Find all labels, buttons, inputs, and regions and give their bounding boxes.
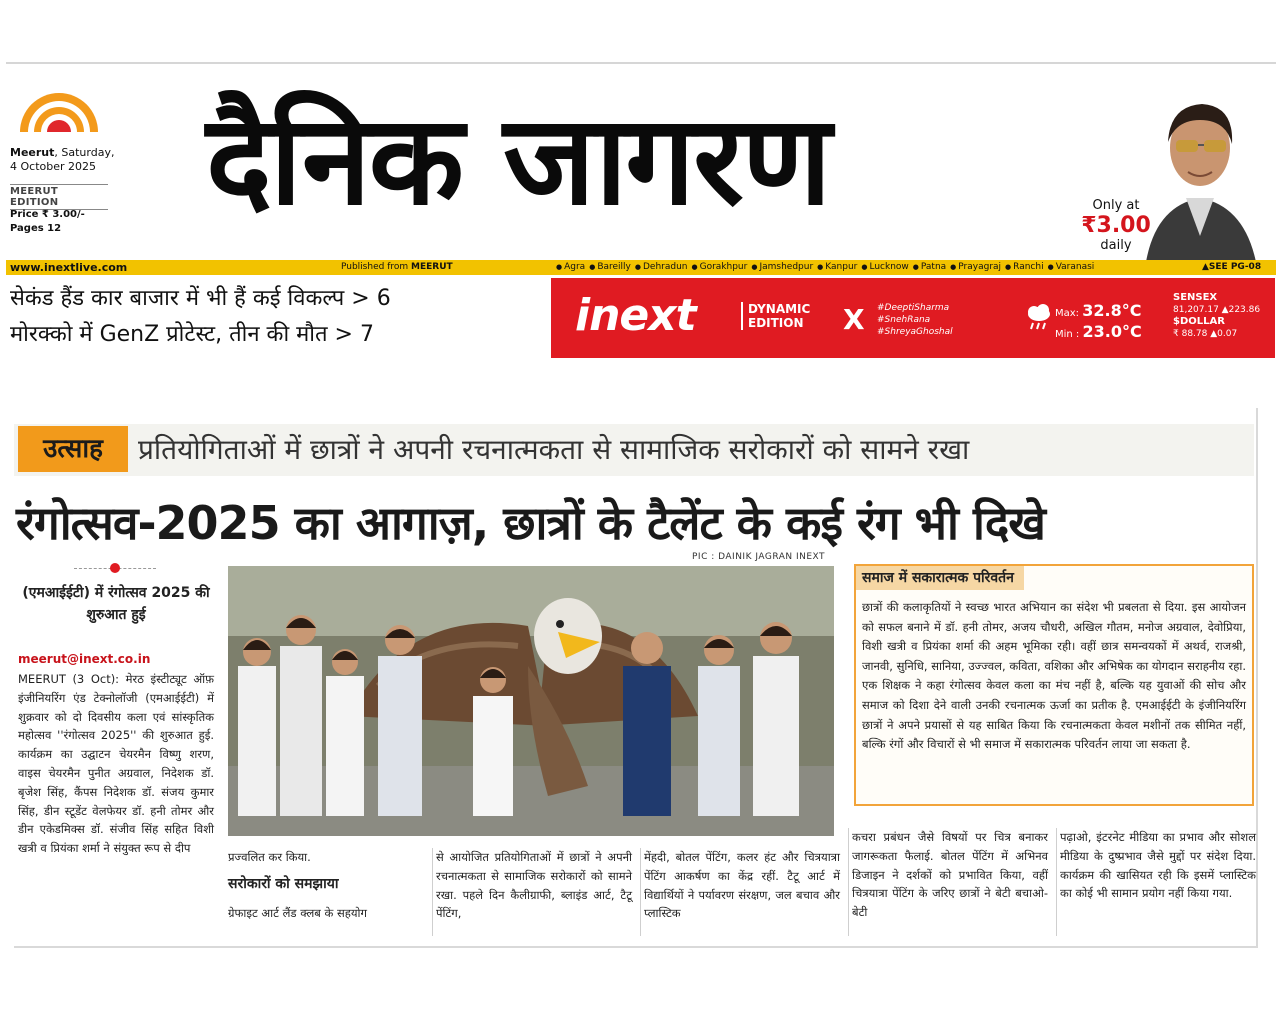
body-column: मेंहदी, बोतल पेंटिंग, कलर हंट और चित्रयात्रा पेंटिंग आकर्षण का केंद्र रहीं. टैटू आर्ट में विद्यार्थियों ने पर्यावरण संरक्षण, जल बचाव और प्लास्टिक xyxy=(644,850,840,921)
teaser-line[interactable]: सेकंड हैंड कार बाजार में भी हैं कई विकल्प > 6 xyxy=(10,286,391,311)
kicker-tag: उत्साह xyxy=(18,426,128,472)
newspaper-title: दैनिक जागरण xyxy=(206,89,830,233)
body-column: ग्रेफाइट आर्ट लैंड क्लब के सहयोग xyxy=(228,906,368,920)
masthead xyxy=(6,62,1276,364)
body-column: से आयोजित प्रतियोगिताओं में छात्रों ने अपनी रचनात्मकता से सामाजिक सरोकारों को सामने रखा. पहले दिन कैलीग्राफी, ब्लाइंड आर्ट, टैटू पेंटिंग, xyxy=(436,850,632,921)
price-info: Price ₹ 3.00/- Pages 12 xyxy=(10,209,85,234)
column-rule xyxy=(848,828,849,936)
inext-logo: inext xyxy=(575,290,696,341)
event-photo xyxy=(228,566,834,836)
x-social-icon: X xyxy=(843,303,865,336)
column-rule xyxy=(432,848,433,936)
edition-date: Meerut, Saturday, 4 October 2025 xyxy=(10,146,115,173)
rain-cloud-icon xyxy=(1024,302,1054,332)
body-column: कचरा प्रबंधन जैसे विषयों पर चित्र बनाकर जागरूकता फैलाई. बोतल पेंटिंग में अभिनव डिजाइन ने दर्शकों को प्रभावित किया, वहीं चित्रयात्रा पेंटिंग के जरिए छात्रों ने बेटी बचाओ-बेटी xyxy=(852,830,1048,920)
teaser-box xyxy=(6,278,546,358)
section-subhead: सरोकारों को समझाया xyxy=(228,876,339,892)
body-column: पढ़ाओ, इंटरनेट मीडिया का प्रभाव और सोशल मीडिया के दुष्प्रभाव जैसे मुद्दों पर संदेश दिया. कार्यक्रम की खासियत रही कि इसमें प्लास्टिक का कोई भी सामान प्रयोग नहीं किया गया. xyxy=(1060,830,1256,901)
photo-credit: PIC : DAINIK JAGRAN INEXT xyxy=(692,552,826,562)
kicker-bar xyxy=(14,424,1254,476)
published-from: Published from MEERUT xyxy=(341,262,453,272)
trending-hashtags: #DeeptiSharma #SnehRana #ShreyaGhoshal xyxy=(877,303,953,337)
sidebox-body: छात्रों की कलाकृतियों ने स्वच्छ भारत अभियान का संदेश भी प्रबलता से दिया. इस आयोजन को सफल बनाने में डॉ. हनी तोमर, अजय चौधरी, अखिल गौतम, मनोज अग्रवाल, देवोप्रिया, विशी खत्री व प्रियंका शर्मा की अहम भूमिका रही। वहीं छात्र समन्वयकों में अथर्व, राजश्री, जानवी, सुनिधि, सानिया, उज्ज्वल, कविता, वशिका और अभिषेक का योगदान सराहनीय रहा. एक शिक्षक ने कहा रंगोत्सव केवल कला का मंच नहीं है, बल्कि यह युवाओं की सोच और समाज को दिशा देने वाली उनकी रचनात्मक ऊर्जा का प्रतीक है. एमआईईटी के इंजीनियरिंग छात्रों ने अपने प्रयासों से यह साबित किया कि रचनात्मकता केवल मशीनों तक सीमित नहीं, बल्कि रंगों और विचारों से भी समाज में सकारात्मक परिवर्तन लाया जा सकता है. xyxy=(862,600,1246,752)
bullet-dot xyxy=(110,563,120,573)
edition-name: MEERUT EDITION xyxy=(10,184,108,210)
article-clipping xyxy=(14,408,1258,948)
market-readout: SENSEX 81,207.17 ▲223.86 $DOLLAR ₹ 88.78 ▲0.07 xyxy=(1173,292,1261,339)
weather-readout: Max: 32.8°C Min : 23.0°C xyxy=(1055,301,1142,341)
sidebox xyxy=(854,564,1254,806)
body-column: MEERUT (3 Oct): मेरठ इंस्टीट्यूट ऑफ़ इंजीनियरिंग एंड टेक्नोलॉजी (एमआईईटी) में शुक्रवार को दो दिवसीय कला एवं सांस्कृतिक महोत्सव ''रंगोत्सव 2025'' की शुरुआत हुई. कार्यक्रम का उद्घाटन चेयरमैन विष्णु शरण, वाइस चेयरमैन पुनीत अग्रवाल, निदेशक डॉ. बृजेश सिंह, कैंपस निदेशक डॉ. संजय कुमार सिंह, डीन स्टूडेंट वेलफेयर डॉ. हनी तोमर और डीन एकेडमिक्स डॉ. संजीव सिंह सहित विशी खत्री व प्रियंका शर्मा ने संयुक्त रूप से दीप xyxy=(18,672,214,856)
kicker-text: प्रतियोगिताओं में छात्रों ने अपनी रचनात्मकता से सामाजिक सरोकारों को सामने रखा xyxy=(138,433,970,466)
teaser-line[interactable]: मोरक्को में GenZ प्रोटेस्ट, तीन की मौत > 7 xyxy=(10,322,374,347)
article-subhead: (एमआईईटी) में रंगोत्सव 2025 की शुरुआत हुई xyxy=(22,585,210,623)
city-strip xyxy=(6,260,1276,275)
dynamic-edition-label: DYNAMIC EDITION xyxy=(741,302,810,330)
sun-logo-icon xyxy=(14,86,104,134)
sidebox-title: समाज में सकारात्मक परिवर्तन xyxy=(856,566,1024,590)
column-rule xyxy=(640,848,641,936)
reporter-email[interactable]: meerut@inext.co.in xyxy=(18,652,151,666)
headline: रंगोत्सव-2025 का आगाज़, छात्रों के टैलेंट के कई रंग भी दिखे xyxy=(16,496,1045,550)
inext-banner xyxy=(551,278,1275,358)
promo-price-badge: Only at ₹3.00 daily xyxy=(1081,198,1151,253)
see-page-link[interactable]: ▲SEE PG-08 xyxy=(1202,262,1262,272)
body-column: प्रज्वलित कर किया. xyxy=(228,850,311,864)
city-list: ● Agra● Bareilly● Dehradun● Gorakhpur● Jamshedpur● Kanpur● Lucknow● Patna● Prayagraj● Ranchi● Varanasi xyxy=(552,260,1094,275)
column-rule xyxy=(1056,828,1057,936)
website-link[interactable]: www.inextlive.com xyxy=(10,261,128,274)
